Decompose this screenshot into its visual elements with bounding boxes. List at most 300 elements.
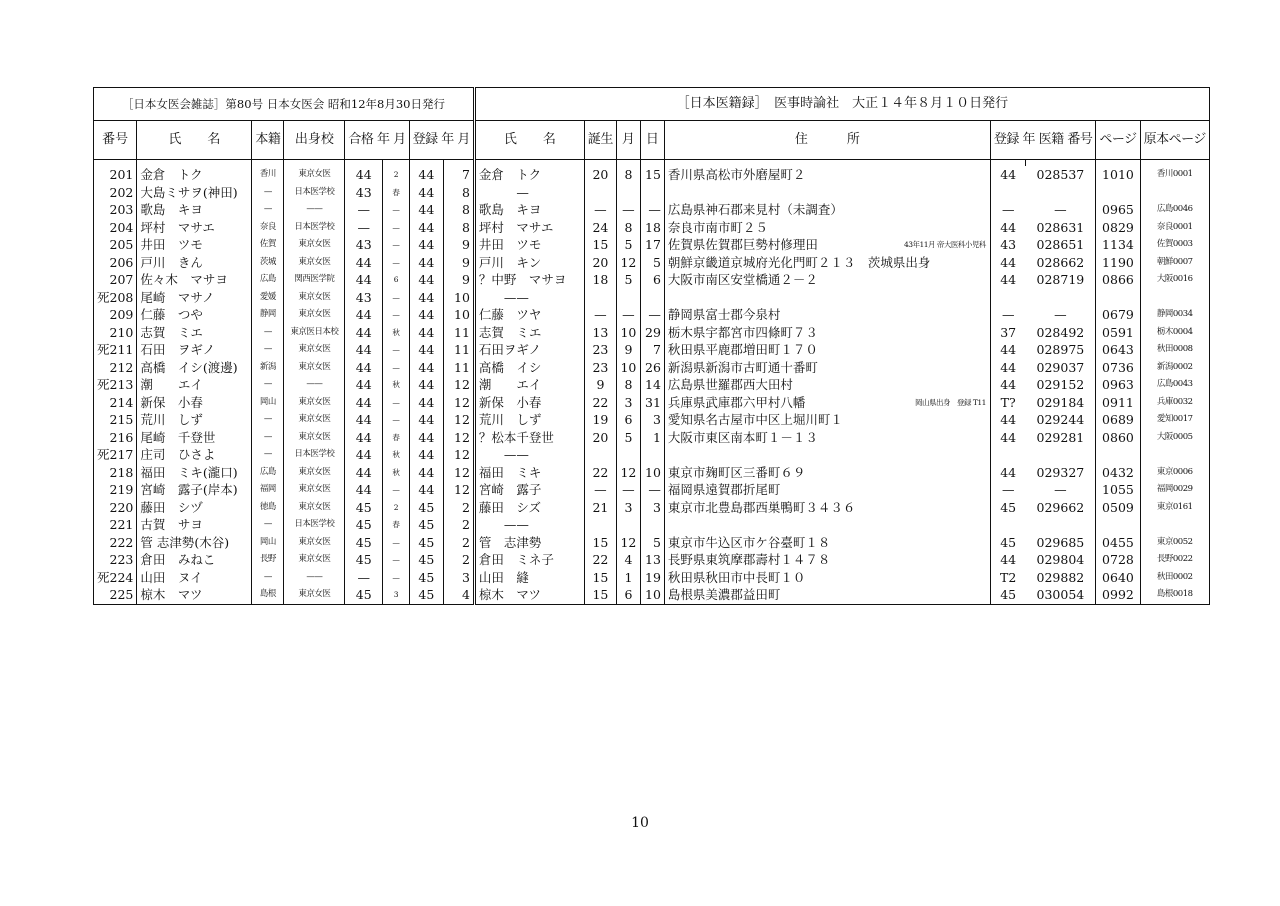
- page-cell: 0432: [1096, 464, 1140, 482]
- header-birth-month: 月: [616, 121, 640, 160]
- reg-number-cell: 029882: [1025, 569, 1095, 587]
- reg-year-right-cell: —: [990, 201, 1025, 219]
- page-cell: 1190: [1096, 254, 1140, 272]
- school-cell: 東京女医: [284, 166, 345, 184]
- school-cell: 東京女医: [284, 534, 345, 552]
- row-number-cell: 203: [94, 201, 137, 219]
- pref-cell: 長野: [252, 551, 284, 569]
- reg-number-cell: 029037: [1025, 359, 1095, 377]
- pass-year-cell: 43: [345, 289, 383, 307]
- pass-year-cell: 44: [345, 254, 383, 272]
- reg-year-left-cell: 44: [409, 166, 443, 184]
- name-left-cell: 福田 ミキ(瀧口): [137, 464, 252, 482]
- reg-month-left-cell: 10: [444, 289, 475, 307]
- row-number-cell: 212: [94, 359, 137, 377]
- row-number-cell: 222: [94, 534, 137, 552]
- reg-month-left-cell: 10: [444, 306, 475, 324]
- name-left-cell: 庄司 ひさよ: [137, 446, 252, 464]
- reg-number-cell: 029244: [1025, 411, 1095, 429]
- table-row: [94, 376, 1210, 394]
- row-number-cell: 死224: [94, 569, 137, 587]
- row-number-cell: 221: [94, 516, 137, 534]
- table-row: [94, 306, 1210, 324]
- pref-cell: 福岡: [252, 481, 284, 499]
- header-birth-year: 誕生: [584, 121, 616, 160]
- table-row: [94, 464, 1210, 482]
- pass-year-cell: —: [345, 569, 383, 587]
- row-number-cell: 205: [94, 236, 137, 254]
- reg-number-cell: [1025, 446, 1095, 464]
- table-row: [94, 446, 1210, 464]
- reg-year-right-cell: 44: [990, 429, 1025, 447]
- school-cell: 東京女医: [284, 359, 345, 377]
- table-row: [94, 254, 1210, 272]
- orig-page-cell: 広島0043: [1140, 376, 1209, 394]
- pass-month-cell: 3: [383, 586, 410, 604]
- reg-number-cell: —: [1025, 201, 1095, 219]
- page-cell: 0965: [1096, 201, 1140, 219]
- header-reg-right: 登録 年 医籍 番号: [990, 121, 1095, 160]
- pass-year-cell: 44: [345, 411, 383, 429]
- birth-day-cell: 5: [640, 534, 664, 552]
- name-right-cell: ——: [474, 516, 584, 534]
- orig-page-cell: 奈良0001: [1140, 219, 1209, 237]
- reg-month-left-cell: 12: [444, 446, 475, 464]
- reg-number-cell: 029281: [1025, 429, 1095, 447]
- birth-day-cell: 31: [640, 394, 664, 412]
- name-left-cell: 仁藤 つや: [137, 306, 252, 324]
- birth-year-cell: 18: [584, 271, 616, 289]
- address-note: 43年11月 帝大医科小児科: [903, 240, 986, 249]
- address-cell: [664, 289, 990, 307]
- name-right-cell: 山田 縫: [474, 569, 584, 587]
- pass-year-cell: 44: [345, 271, 383, 289]
- reg-number-cell: —: [1025, 481, 1095, 499]
- school-cell: 東京女医: [284, 341, 345, 359]
- reg-year-right-cell: 44: [990, 376, 1025, 394]
- birth-month-cell: [616, 184, 640, 202]
- pref-cell: 静岡: [252, 306, 284, 324]
- page-cell: 1134: [1096, 236, 1140, 254]
- pass-month-cell: 秋: [383, 464, 410, 482]
- orig-page-cell: 島根0018: [1140, 586, 1209, 604]
- address-cell: 大阪市東区南本町１－１３: [664, 429, 990, 447]
- row-number-cell: 死211: [94, 341, 137, 359]
- table-row: [94, 534, 1210, 552]
- pref-cell: 徳島: [252, 499, 284, 517]
- table-row: [94, 551, 1210, 569]
- pref-cell: 奈良: [252, 219, 284, 237]
- reg-year-right-cell: 44: [990, 359, 1025, 377]
- reg-number-cell: 028975: [1025, 341, 1095, 359]
- address-cell: 静岡県富士郡今泉村: [664, 306, 990, 324]
- row-number-cell: 218: [94, 464, 137, 482]
- reg-number-cell: [1025, 184, 1095, 202]
- birth-month-cell: [616, 516, 640, 534]
- birth-month-cell: [616, 289, 640, 307]
- birth-month-cell: 10: [616, 324, 640, 342]
- school-cell: 関西医学院: [284, 271, 345, 289]
- pref-cell: 岡山: [252, 394, 284, 412]
- table-row: [94, 166, 1210, 184]
- pass-month-cell: —: [383, 289, 410, 307]
- orig-page-cell: 大阪0005: [1140, 429, 1209, 447]
- pref-cell: —: [252, 184, 284, 202]
- school-cell: 東京女医: [284, 586, 345, 604]
- reg-year-left-cell: 45: [409, 551, 443, 569]
- pref-cell: 岡山: [252, 534, 284, 552]
- pref-cell: —: [252, 201, 284, 219]
- pass-year-cell: 43: [345, 236, 383, 254]
- birth-month-cell: 10: [616, 359, 640, 377]
- birth-month-cell: 12: [616, 534, 640, 552]
- header-page: ページ: [1096, 121, 1140, 160]
- birth-day-cell: 14: [640, 376, 664, 394]
- birth-year-cell: 13: [584, 324, 616, 342]
- orig-page-cell: 東京0006: [1140, 464, 1209, 482]
- reg-month-left-cell: 12: [444, 429, 475, 447]
- reg-month-left-cell: 11: [444, 324, 475, 342]
- reg-year-left-cell: 44: [409, 324, 443, 342]
- reg-year-right-cell: 43: [990, 236, 1025, 254]
- header-address: 住 所: [664, 121, 990, 160]
- address-cell: [664, 446, 990, 464]
- reg-year-left-cell: 44: [409, 464, 443, 482]
- pass-month-cell: 秋: [383, 324, 410, 342]
- birth-month-cell: 5: [616, 271, 640, 289]
- birth-day-cell: —: [640, 306, 664, 324]
- reg-year-left-cell: 44: [409, 271, 443, 289]
- school-cell: 東京医日本校: [284, 324, 345, 342]
- orig-page-cell: 秋田0008: [1140, 341, 1209, 359]
- page-number: 10: [631, 815, 649, 831]
- reg-month-left-cell: 12: [444, 481, 475, 499]
- name-right-cell: ——: [474, 446, 584, 464]
- name-right-cell: 高橋 イシ: [474, 359, 584, 377]
- birth-year-cell: [584, 184, 616, 202]
- school-cell: 東京女医: [284, 394, 345, 412]
- birth-month-cell: 8: [616, 166, 640, 184]
- reg-month-left-cell: 12: [444, 394, 475, 412]
- school-cell: 日本医学校: [284, 516, 345, 534]
- row-number-cell: 223: [94, 551, 137, 569]
- orig-page-cell: 秋田0002: [1140, 569, 1209, 587]
- page-cell: 0640: [1096, 569, 1140, 587]
- birth-day-cell: 15: [640, 166, 664, 184]
- reg-month-left-cell: 11: [444, 359, 475, 377]
- table-row: [94, 236, 1210, 254]
- name-right-cell: ——: [474, 289, 584, 307]
- name-left-cell: 尾崎 千登世: [137, 429, 252, 447]
- reg-year-right-cell: 44: [990, 254, 1025, 272]
- name-left-cell: 宮崎 露子(岸本): [137, 481, 252, 499]
- reg-month-left-cell: 2: [444, 516, 475, 534]
- name-left-cell: 金倉 トク: [137, 166, 252, 184]
- pass-month-cell: —: [383, 306, 410, 324]
- table-row: [94, 499, 1210, 517]
- birth-month-cell: —: [616, 481, 640, 499]
- birth-year-cell: 22: [584, 394, 616, 412]
- address-cell: [664, 184, 990, 202]
- name-left-cell: 管 志津勢(木谷): [137, 534, 252, 552]
- birth-month-cell: 1: [616, 569, 640, 587]
- row-number-cell: 204: [94, 219, 137, 237]
- name-left-cell: 戸川 きん: [137, 254, 252, 272]
- page-cell: 0591: [1096, 324, 1140, 342]
- reg-number-cell: 029152: [1025, 376, 1095, 394]
- reg-month-left-cell: 2: [444, 534, 475, 552]
- birth-month-cell: 12: [616, 254, 640, 272]
- birth-year-cell: 20: [584, 166, 616, 184]
- school-cell: 東京女医: [284, 429, 345, 447]
- name-left-cell: 荒川 しず: [137, 411, 252, 429]
- birth-year-cell: —: [584, 306, 616, 324]
- birth-year-cell: 21: [584, 499, 616, 517]
- table-row: [94, 184, 1210, 202]
- pass-year-cell: 44: [345, 166, 383, 184]
- birth-year-cell: 24: [584, 219, 616, 237]
- table-row: [94, 481, 1210, 499]
- reg-year-left-cell: 45: [409, 569, 443, 587]
- reg-month-left-cell: 12: [444, 464, 475, 482]
- orig-page-cell: [1140, 516, 1209, 534]
- orig-page-cell: 長野0022: [1140, 551, 1209, 569]
- orig-page-cell: [1140, 184, 1209, 202]
- birth-year-cell: [584, 446, 616, 464]
- pass-month-cell: 春: [383, 516, 410, 534]
- address-cell: [664, 516, 990, 534]
- pass-year-cell: 44: [345, 394, 383, 412]
- pass-year-cell: 44: [345, 376, 383, 394]
- pass-month-cell: —: [383, 219, 410, 237]
- orig-page-cell: 愛知0017: [1140, 411, 1209, 429]
- reg-year-left-cell: 44: [409, 376, 443, 394]
- reg-year-right-cell: [990, 446, 1025, 464]
- reg-number-cell: [1025, 289, 1095, 307]
- register-table: [93, 87, 1210, 605]
- orig-page-cell: 新潟0002: [1140, 359, 1209, 377]
- reg-year-left-cell: 44: [409, 289, 443, 307]
- pass-month-cell: —: [383, 394, 410, 412]
- reg-year-left-cell: 45: [409, 586, 443, 604]
- birth-day-cell: 10: [640, 464, 664, 482]
- reg-month-left-cell: 7: [444, 166, 475, 184]
- orig-page-cell: 広島0046: [1140, 201, 1209, 219]
- pref-cell: 香川: [252, 166, 284, 184]
- pass-year-cell: 44: [345, 359, 383, 377]
- birth-month-cell: 8: [616, 219, 640, 237]
- address-cell: 佐賀県佐賀郡巨勢村修理田 43年11月 帝大医科小児科: [664, 236, 990, 254]
- page-cell: 0643: [1096, 341, 1140, 359]
- reg-number-cell: 029685: [1025, 534, 1095, 552]
- row-number-cell: 214: [94, 394, 137, 412]
- birth-year-cell: 22: [584, 464, 616, 482]
- birth-day-cell: 3: [640, 499, 664, 517]
- orig-page-cell: 兵庫0032: [1140, 394, 1209, 412]
- name-left-cell: 椋木 マツ: [137, 586, 252, 604]
- birth-year-cell: 15: [584, 236, 616, 254]
- reg-number-cell: 028719: [1025, 271, 1095, 289]
- orig-page-cell: 栃木0004: [1140, 324, 1209, 342]
- pass-year-cell: 44: [345, 481, 383, 499]
- pref-cell: —: [252, 569, 284, 587]
- table-row: [94, 341, 1210, 359]
- pass-month-cell: 2: [383, 499, 410, 517]
- birth-year-cell: —: [584, 481, 616, 499]
- birth-day-cell: [640, 289, 664, 307]
- name-right-cell: 椋木 マツ: [474, 586, 584, 604]
- reg-number-cell: 029662: [1025, 499, 1095, 517]
- reg-month-left-cell: 8: [444, 184, 475, 202]
- birth-year-cell: 15: [584, 569, 616, 587]
- birth-month-cell: 9: [616, 341, 640, 359]
- reg-year-right-cell: [990, 184, 1025, 202]
- reg-year-left-cell: 45: [409, 516, 443, 534]
- school-cell: 東京女医: [284, 499, 345, 517]
- pref-cell: —: [252, 324, 284, 342]
- pref-cell: 島根: [252, 586, 284, 604]
- left-source-title: ［日本女医会雑誌］第80号 日本女医会 昭和12年8月30日発行: [94, 88, 475, 121]
- orig-page-cell: [1140, 289, 1209, 307]
- reg-month-left-cell: 9: [444, 254, 475, 272]
- birth-day-cell: [640, 446, 664, 464]
- address-note: 岡山県出身 登録 T11: [914, 397, 986, 407]
- pass-year-cell: 45: [345, 516, 383, 534]
- reg-number-cell: 028662: [1025, 254, 1095, 272]
- name-right-cell: 志賀 ミエ: [474, 324, 584, 342]
- name-left-cell: 藤田 シヅ: [137, 499, 252, 517]
- name-left-cell: 坪村 マサエ: [137, 219, 252, 237]
- page-cell: [1096, 446, 1140, 464]
- reg-year-right-cell: 44: [990, 411, 1025, 429]
- name-right-cell: ？松本千登世: [474, 429, 584, 447]
- birth-month-cell: 6: [616, 586, 640, 604]
- reg-year-left-cell: 45: [409, 534, 443, 552]
- page-cell: 0963: [1096, 376, 1140, 394]
- school-cell: 東京女医: [284, 481, 345, 499]
- page-cell: 0911: [1096, 394, 1140, 412]
- reg-year-left-cell: 44: [409, 411, 443, 429]
- name-right-cell: 石田ヲギノ: [474, 341, 584, 359]
- birth-day-cell: [640, 516, 664, 534]
- reg-year-right-cell: —: [990, 306, 1025, 324]
- name-right-cell: —: [474, 184, 584, 202]
- birth-year-cell: 20: [584, 429, 616, 447]
- page-cell: 0992: [1096, 586, 1140, 604]
- reg-number-cell: 030054: [1025, 586, 1095, 604]
- table-row: [94, 394, 1210, 412]
- name-left-cell: 歌島 キヨ: [137, 201, 252, 219]
- school-cell: 東京女医: [284, 306, 345, 324]
- table-row: [94, 271, 1210, 289]
- name-right-cell: 潮 エイ: [474, 376, 584, 394]
- pass-month-cell: —: [383, 359, 410, 377]
- header-school: 出身校: [284, 121, 345, 160]
- reg-year-right-cell: 37: [990, 324, 1025, 342]
- pass-year-cell: —: [345, 219, 383, 237]
- reg-year-left-cell: 44: [409, 219, 443, 237]
- page-cell: 0509: [1096, 499, 1140, 517]
- birth-month-cell: 12: [616, 464, 640, 482]
- page-cell: 1055: [1096, 481, 1140, 499]
- table-row: [94, 201, 1210, 219]
- row-number-cell: 207: [94, 271, 137, 289]
- reg-year-left-cell: 44: [409, 254, 443, 272]
- birth-day-cell: 5: [640, 254, 664, 272]
- name-right-cell: 坪村 マサエ: [474, 219, 584, 237]
- birth-day-cell: 26: [640, 359, 664, 377]
- header-row: [94, 121, 1210, 160]
- reg-month-left-cell: 8: [444, 201, 475, 219]
- pass-month-cell: —: [383, 201, 410, 219]
- orig-page-cell: 佐賀0003: [1140, 236, 1209, 254]
- birth-month-cell: —: [616, 306, 640, 324]
- pass-year-cell: 44: [345, 341, 383, 359]
- birth-year-cell: [584, 516, 616, 534]
- pass-year-cell: 45: [345, 499, 383, 517]
- birth-year-cell: 15: [584, 586, 616, 604]
- page-cell: [1096, 516, 1140, 534]
- pref-cell: —: [252, 411, 284, 429]
- header-orig-page: 原本ページ: [1140, 121, 1209, 160]
- birth-year-cell: 15: [584, 534, 616, 552]
- pass-year-cell: 44: [345, 446, 383, 464]
- reg-year-right-cell: T2: [990, 569, 1025, 587]
- reg-year-left-cell: 44: [409, 359, 443, 377]
- reg-year-left-cell: 44: [409, 184, 443, 202]
- address-cell: 香川県高松市外磨屋町２: [664, 166, 990, 184]
- row-number-cell: 死217: [94, 446, 137, 464]
- reg-year-right-cell: 45: [990, 499, 1025, 517]
- address-cell: 東京市麹町区三番町６９: [664, 464, 990, 482]
- row-number-cell: 220: [94, 499, 137, 517]
- reg-month-left-cell: 12: [444, 376, 475, 394]
- school-cell: 日本医学校: [284, 446, 345, 464]
- birth-day-cell: 29: [640, 324, 664, 342]
- birth-day-cell: 19: [640, 569, 664, 587]
- pref-cell: 茨城: [252, 254, 284, 272]
- header-no: 番号: [94, 121, 137, 160]
- reg-month-left-cell: 12: [444, 411, 475, 429]
- address-cell: 新潟県新潟市古町通十番町: [664, 359, 990, 377]
- pref-cell: 新潟: [252, 359, 284, 377]
- table-row: [94, 516, 1210, 534]
- pref-cell: 佐賀: [252, 236, 284, 254]
- birth-month-cell: 3: [616, 499, 640, 517]
- name-right-cell: 藤田 シズ: [474, 499, 584, 517]
- birth-month-cell: 6: [616, 411, 640, 429]
- orig-page-cell: 東京0052: [1140, 534, 1209, 552]
- row-number-cell: 死208: [94, 289, 137, 307]
- page-cell: 0866: [1096, 271, 1140, 289]
- reg-year-right-cell: 44: [990, 271, 1025, 289]
- pref-cell: —: [252, 341, 284, 359]
- pref-cell: —: [252, 376, 284, 394]
- table-row: [94, 429, 1210, 447]
- address-cell: 島根県美濃郡益田町: [664, 586, 990, 604]
- header-pref: 本籍: [252, 121, 284, 160]
- address-cell: 朝鮮京畿道京城府光化門町２１３ 茨城県出身: [664, 254, 990, 272]
- name-left-cell: 大島ミサヲ(神田): [137, 184, 252, 202]
- birth-year-cell: —: [584, 201, 616, 219]
- school-cell: 東京女医: [284, 411, 345, 429]
- page-cell: 1010: [1096, 166, 1140, 184]
- reg-month-left-cell: 2: [444, 499, 475, 517]
- reg-year-right-cell: 44: [990, 551, 1025, 569]
- name-right-cell: 歌島 キヨ: [474, 201, 584, 219]
- right-source-title: ［日本医籍録］ 医事時論社 大正１４年８月１０日発行: [474, 88, 1209, 121]
- pass-month-cell: 2: [383, 166, 410, 184]
